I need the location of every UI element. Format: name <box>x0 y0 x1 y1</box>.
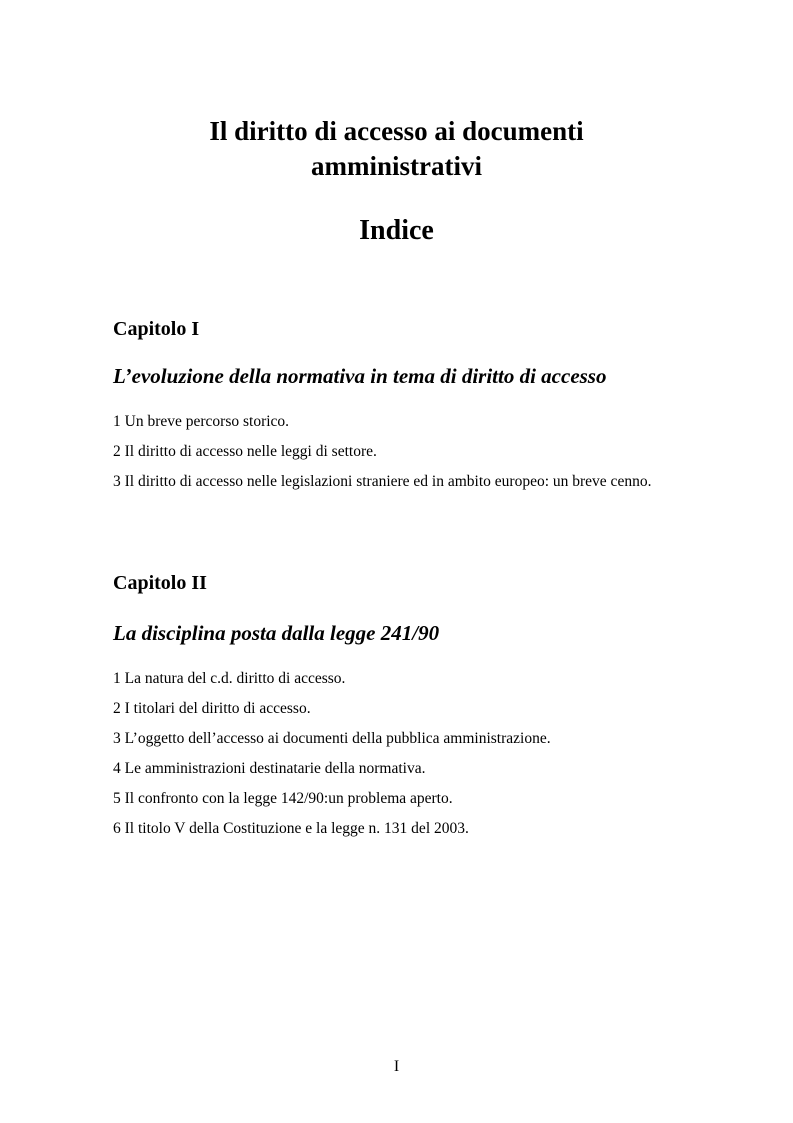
chapter-2-subtitle: La disciplina posta dalla legge 241/90 <box>113 621 440 645</box>
toc-item: 1 La natura del c.d. diritto di accesso. <box>113 670 346 687</box>
document-title-line-1: Il diritto di accesso ai documenti <box>209 116 584 146</box>
toc-item: 6 Il titolo V della Costituzione e la legge n. 131 del 2003. <box>113 820 469 837</box>
page-number: I <box>393 1058 400 1075</box>
chapter-2-label: Capitolo II <box>113 572 207 594</box>
toc-item: 3 L’oggetto dell’accesso ai documenti della pubblica amministrazione. <box>113 730 551 747</box>
toc-item: 5 Il confronto con la legge 142/90:un problema aperto. <box>113 790 453 807</box>
chapter-1-toc <box>113 407 683 497</box>
toc-item: 4 Le amministrazioni destinatarie della normativa. <box>113 760 426 777</box>
toc-item: 3 Il diritto di accesso nelle legislazioni straniere ed in ambito europeo: un breve cenno. <box>113 473 652 490</box>
toc-item: 1 Un breve percorso storico. <box>113 413 290 430</box>
toc-item: 2 I titolari del diritto di accesso. <box>113 700 311 717</box>
document-title <box>0 114 793 184</box>
document-title-line-2: amministrativi <box>311 151 482 181</box>
toc-item: 2 Il diritto di accesso nelle leggi di settore. <box>113 443 377 460</box>
chapter-2-toc <box>113 664 683 844</box>
chapter-1-subtitle: L’evoluzione della normativa in tema di diritto di accesso <box>113 364 607 388</box>
chapter-1-label: Capitolo I <box>113 318 200 340</box>
index-heading: Indice <box>359 215 434 246</box>
